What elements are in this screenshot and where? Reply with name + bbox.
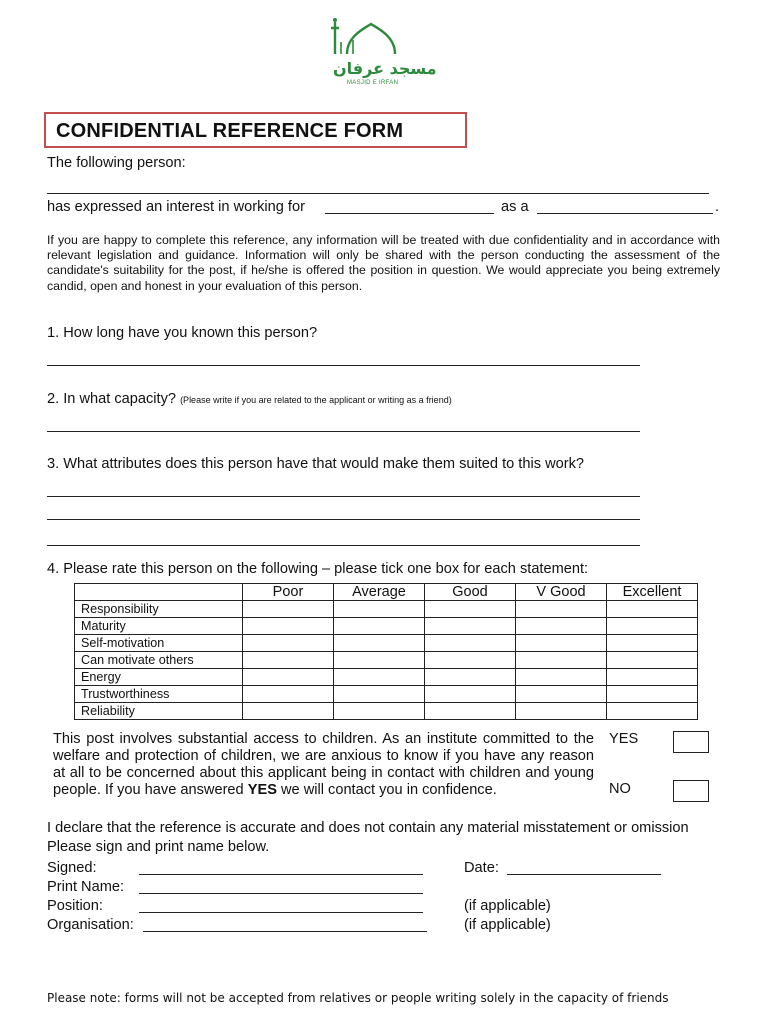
- rating-cell[interactable]: [607, 703, 698, 720]
- table-row: [75, 618, 698, 635]
- answer-3-line-2[interactable]: [47, 519, 640, 520]
- masjid-logo: [325, 14, 441, 94]
- table-row: [75, 669, 698, 686]
- form-title: CONFIDENTIAL REFERENCE FORM: [56, 120, 404, 142]
- rating-row-label: Responsibility: [75, 601, 243, 618]
- rating-row-label: Self-motivation: [75, 635, 243, 652]
- signed-line[interactable]: [139, 874, 423, 875]
- rating-cell[interactable]: [516, 669, 607, 686]
- table-row: [75, 686, 698, 703]
- mosque-icon: [325, 14, 441, 80]
- table-row: [75, 635, 698, 652]
- interest-end: .: [715, 199, 720, 215]
- rating-col-average: Average: [334, 584, 425, 601]
- question-1: 1. How long have you known this person?: [47, 325, 318, 341]
- form-title-box: [44, 112, 467, 148]
- rating-cell[interactable]: [243, 686, 334, 703]
- organisation-label: Organisation:: [47, 917, 134, 933]
- table-row: [75, 601, 698, 618]
- question-2-text: 2. In what capacity?: [47, 391, 176, 407]
- rating-cell[interactable]: [516, 635, 607, 652]
- organisation-blank-line[interactable]: [325, 213, 494, 214]
- child-text-yes: YES: [247, 782, 277, 798]
- position-if-applicable: (if applicable): [464, 898, 551, 914]
- table-row: [75, 703, 698, 720]
- rating-cell[interactable]: [607, 669, 698, 686]
- rating-cell[interactable]: [516, 686, 607, 703]
- rating-cell[interactable]: [243, 703, 334, 720]
- rating-col-excellent: Excellent: [607, 584, 698, 601]
- rating-row-label: Can motivate others: [75, 652, 243, 669]
- rating-cell[interactable]: [607, 635, 698, 652]
- rating-cell[interactable]: [425, 635, 516, 652]
- rating-cell[interactable]: [516, 601, 607, 618]
- rating-cell[interactable]: [243, 618, 334, 635]
- table-row: [75, 652, 698, 669]
- signed-label: Signed:: [47, 860, 97, 876]
- rating-cell[interactable]: [425, 703, 516, 720]
- no-checkbox[interactable]: [673, 780, 709, 802]
- rating-cell[interactable]: [243, 652, 334, 669]
- confidentiality-paragraph: If you are happy to complete this reference, any information will be treated with due confidentiality and in accordance with relevant legislation and guidance. Information will only be shared with the person conducting the assessment of the candidate's suitability for the post, if he/she is offered the position in question. We would appreciate you being extremely candid, open and honest in your evaluation of this person.: [47, 233, 720, 293]
- rating-cell[interactable]: [425, 601, 516, 618]
- rating-cell[interactable]: [334, 635, 425, 652]
- yes-checkbox[interactable]: [673, 731, 709, 753]
- question-3: 3. What attributes does this person have that would make them suited to this work?: [47, 456, 585, 472]
- role-blank-line[interactable]: [537, 213, 713, 214]
- answer-3-line-1[interactable]: [47, 496, 640, 497]
- rating-cell[interactable]: [607, 652, 698, 669]
- sign-prompt: Please sign and print name below.: [47, 839, 270, 855]
- date-line[interactable]: [507, 874, 661, 875]
- child-text-after: we will contact you in confidence.: [281, 782, 497, 798]
- person-name-line[interactable]: [47, 193, 709, 194]
- rating-cell[interactable]: [334, 669, 425, 686]
- child-text-before: This post involves substantial access to children. As an institute committed to the welfare and protection of children, we are anxious to know if you have any reason at all to be concerned about this applicant being in contact with children and young people. If you have answered: [53, 731, 594, 798]
- rating-header-row: [75, 584, 698, 601]
- rating-cell[interactable]: [334, 686, 425, 703]
- organisation-if-applicable: (if applicable): [464, 917, 551, 933]
- question-2: [47, 391, 452, 407]
- answer-1-line[interactable]: [47, 365, 640, 366]
- rating-cell[interactable]: [607, 686, 698, 703]
- rating-row-label: Maturity: [75, 618, 243, 635]
- rating-cell[interactable]: [334, 703, 425, 720]
- print-name-label: Print Name:: [47, 879, 125, 895]
- rating-row-label: Trustworthiness: [75, 686, 243, 703]
- date-label: Date:: [464, 860, 499, 876]
- svg-text:مسجد عرفان: مسجد عرفان: [333, 59, 437, 78]
- print-name-line[interactable]: [139, 893, 423, 894]
- rating-cell[interactable]: [425, 618, 516, 635]
- rating-cell[interactable]: [425, 669, 516, 686]
- rating-col-vgood: V Good: [516, 584, 607, 601]
- rating-cell[interactable]: [243, 601, 334, 618]
- position-line[interactable]: [139, 912, 423, 913]
- yes-label: YES: [609, 731, 639, 747]
- interest-prefix: has expressed an interest in working for: [47, 199, 305, 215]
- position-label: Position:: [47, 898, 103, 914]
- rating-cell[interactable]: [425, 686, 516, 703]
- rating-row-label: Reliability: [75, 703, 243, 720]
- logo-caption: MASJID E IRFAN: [347, 80, 399, 86]
- rating-cell[interactable]: [607, 618, 698, 635]
- organisation-line[interactable]: [143, 931, 427, 932]
- footer-note: Please note: forms will not be accepted from relatives or people writing solely in the capacity of friends: [47, 991, 669, 1005]
- rating-cell[interactable]: [334, 601, 425, 618]
- question-4: 4. Please rate this person on the following – please tick one box for each statement:: [47, 561, 589, 577]
- answer-2-line[interactable]: [47, 431, 640, 432]
- rating-cell[interactable]: [243, 669, 334, 686]
- rating-table: [74, 583, 698, 720]
- rating-cell[interactable]: [243, 635, 334, 652]
- answer-3-line-3[interactable]: [47, 545, 640, 546]
- rating-cell[interactable]: [425, 652, 516, 669]
- rating-cell[interactable]: [516, 618, 607, 635]
- rating-header-blank: [75, 584, 243, 601]
- declaration-text: I declare that the reference is accurate and does not contain any material misstatement or omission: [47, 820, 689, 836]
- child-protection-text: [53, 731, 594, 799]
- rating-cell[interactable]: [516, 703, 607, 720]
- interest-middle: as a: [501, 199, 529, 215]
- rating-cell[interactable]: [334, 618, 425, 635]
- rating-cell[interactable]: [607, 601, 698, 618]
- rating-cell[interactable]: [516, 652, 607, 669]
- rating-col-poor: Poor: [243, 584, 334, 601]
- rating-cell[interactable]: [334, 652, 425, 669]
- following-person-label: The following person:: [47, 155, 186, 171]
- rating-col-good: Good: [425, 584, 516, 601]
- question-2-note: (Please write if you are related to the applicant or writing as a friend): [180, 395, 452, 405]
- rating-row-label: Energy: [75, 669, 243, 686]
- no-label: NO: [609, 781, 631, 797]
